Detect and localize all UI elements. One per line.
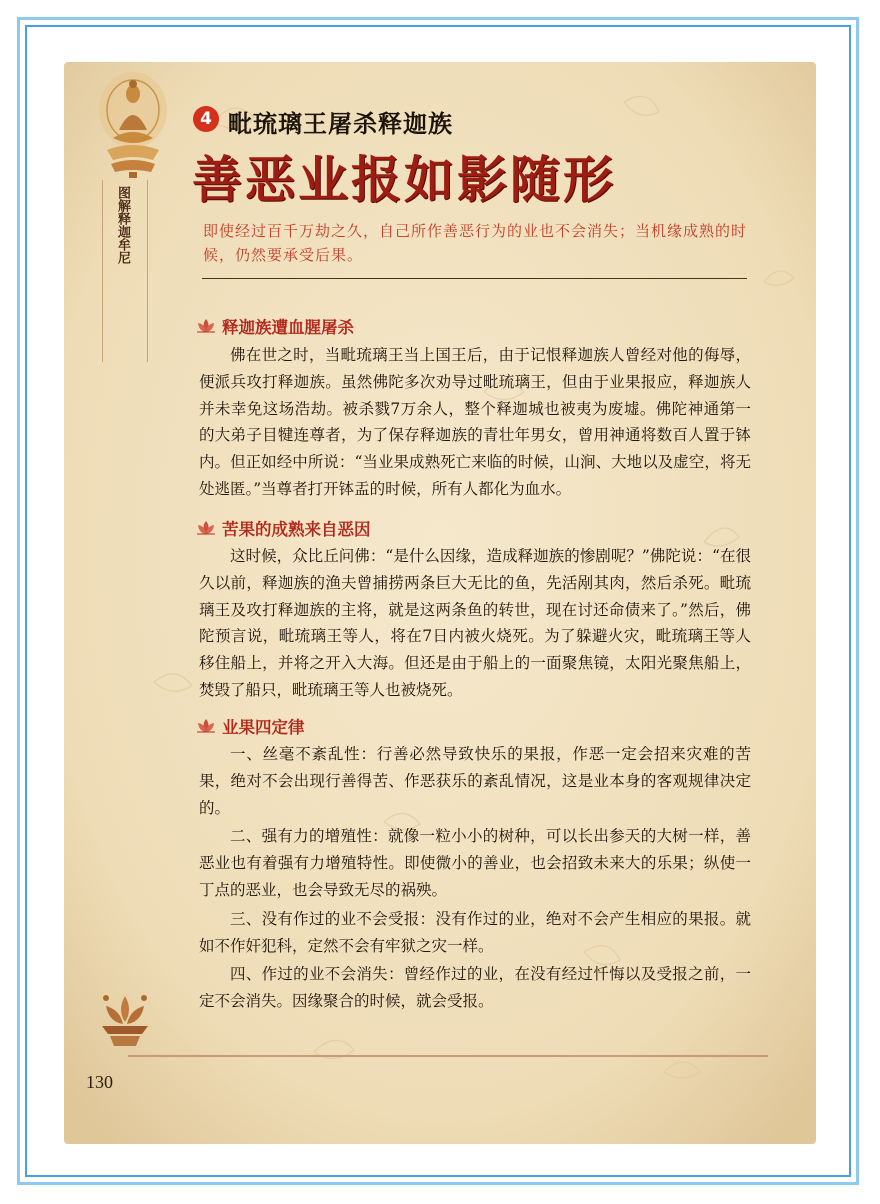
section-heading-text: 业果四定律 (222, 718, 305, 737)
page-title: 善恶业报如影随形 (192, 150, 616, 209)
section-heading (195, 314, 354, 338)
section-heading (195, 516, 371, 540)
section-body (199, 741, 751, 1015)
paragraph: 四、作过的业不会消失：曾经作过的业，在没有经过忏悔以及受报之前，一定不会消失。因缘聚合的时候，就会受报。 (199, 965, 751, 1011)
paragraph: 佛在世之时，当毗琉璃王当上国王后，由于记恨释迦族人曾经对他的侮辱，便派兵攻打释迦族。虽然佛陀多次劝导过毗琉璃王，但由于业果报应，释迦族人并未幸免这场浩劫。被杀戮7万余人，整个释迦城也被夷为废墟。佛陀神通第一的大弟子目犍连尊者，为了保存释迦族的青壮年男女，曾用神通将数百人置于钵内。但正如经中所说：“当业果成熟死亡来临的时候，山涧、大地以及虚空，将无处逃匿。”当尊者打开钵盂的时候，所有人都化为血水。 (199, 346, 751, 498)
section-heading-text: 释迦族遭血腥屠杀 (222, 318, 354, 337)
buddha-figure-icon (95, 68, 171, 180)
intro-summary: 即使经过百千万劫之久，自己所作善恶行为的业也不会消失；当机缘成熟的时候，仍然要承受后果。 (203, 222, 748, 264)
section-body (199, 543, 751, 704)
section-body (199, 342, 751, 503)
chapter-subtitle: 毗琉璃王屠杀释迦族 (228, 109, 453, 138)
paragraph: 三、没有作过的业不会受报：没有作过的业，绝对不会产生相应的果报。就如不作奸犯科，定然不会有牢狱之灾一样。 (199, 909, 751, 955)
series-label: 图解释迦牟尼 (115, 186, 130, 264)
lotus-icon (195, 317, 217, 335)
page-number: 130 (86, 1072, 113, 1092)
lotus-ornament-icon (96, 990, 154, 1054)
lotus-icon (195, 717, 217, 735)
lotus-icon (195, 519, 217, 537)
paragraph: 这时候，众比丘问佛：“是什么因缘，造成释迦族的惨剧呢？”佛陀说：“在很久以前，释迦族的渔夫曾捕捞两条巨大无比的鱼，先活剐其肉，然后杀死。毗琉璃王及攻打释迦族的主将，就是这两条鱼的转世，现在讨还命债来了。”然后，佛陀预言说，毗琉璃王等人，将在7日内被火烧死。为了躲避火灾，毗琉璃王等人移住船上，并将之开入大海。但还是由于船上的一面聚焦镜，太阳光聚焦船上，焚毁了船只，毗琉璃王等人也被烧死。 (199, 547, 751, 699)
section-heading-text: 苦果的成熟来自恶因 (222, 520, 371, 539)
chapter-number-badge: 4 (193, 106, 219, 132)
paragraph: 一、丝毫不紊乱性：行善必然导致快乐的果报，作恶一定会招来灾难的苦果，绝对不会出现行善得苦、作恶获乐的紊乱情况，这是业本身的客观规律决定的。 (199, 745, 751, 817)
section-heading (195, 714, 305, 738)
footer-divider (128, 1055, 768, 1057)
title-divider (202, 278, 747, 279)
paragraph: 二、强有力的增殖性：就像一粒小小的树种，可以长出参天的大树一样，善恶业也有着强有力增殖特性。即使微小的善业，也会招致未来大的乐果；纵使一丁点的恶业，也会导致无尽的祸殃。 (199, 827, 751, 899)
